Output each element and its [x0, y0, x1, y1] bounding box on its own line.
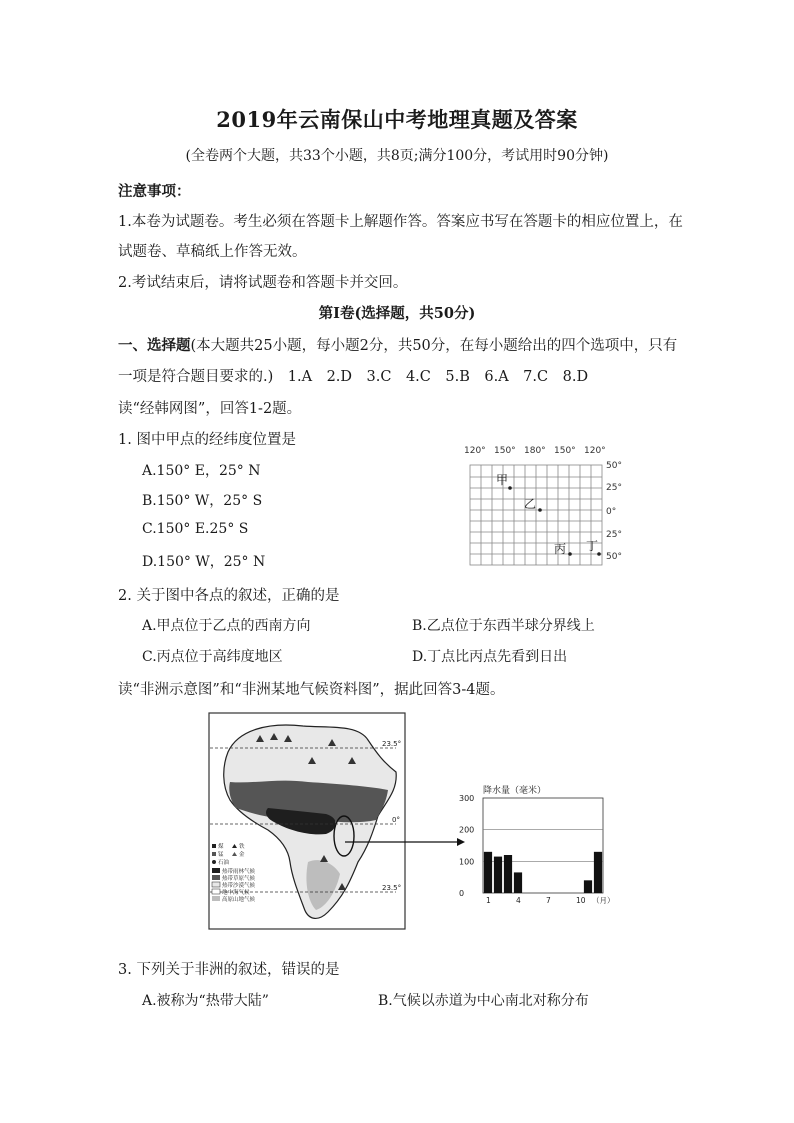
x-tick-label: 4: [516, 896, 521, 905]
lon-label: 150°: [554, 446, 576, 456]
lon-label: 120°: [464, 446, 486, 456]
lat-label: 50°: [606, 461, 622, 471]
lon-label: 150°: [494, 446, 516, 456]
lat-label-north: 23.5°: [382, 740, 402, 748]
q2-option-a: A.甲点位于乙点的西南方向: [142, 618, 311, 634]
page-title: 2019年云南保山中考地理真题及答案: [216, 107, 578, 132]
q1-option-b: B.150° W，25° S: [142, 493, 263, 509]
section-desc-a: (本大题共25小题，每小题2分，共50分，在每小题给出的四个选项中，只有: [190, 338, 678, 354]
y-tick-label: 0: [459, 889, 465, 898]
section-desc-b: 一项是符合题目要求的.) 1.A 2.D 3.C 4.C 5.B 6.A 7.C 8.D: [118, 369, 589, 385]
point-jia: [508, 486, 512, 490]
q3-stem: 3. 下列关于非洲的叙述，错误的是: [118, 962, 340, 978]
notes-item-2: 2.考试结束后，请将试题卷和答题卡并交回。: [118, 275, 408, 291]
precip-bar: [494, 857, 502, 893]
lon-label: 120°: [584, 446, 606, 456]
point-label-ding: 丁: [586, 539, 599, 553]
part1-heading: 第Ⅰ卷(选择题，共50分): [318, 305, 476, 322]
notes-item-1b: 试题卷、草稿纸上作答无效。: [118, 244, 307, 260]
graticule-map: [460, 440, 640, 580]
lat-label-equator: 0°: [392, 816, 400, 824]
legend-mediterranean: 地中海气候: [222, 890, 250, 896]
q2-option-c: C.丙点位于高纬度地区: [142, 649, 283, 665]
legend-iron: 铁: [239, 844, 245, 850]
q2-option-b: B.乙点位于东西半球分界线上: [412, 618, 595, 634]
chart-title: 降水量（毫米）: [483, 786, 547, 796]
legend-desert: 热带沙漠气候: [222, 883, 256, 889]
x-tick-label: 10: [576, 896, 586, 905]
point-bing: [568, 552, 572, 556]
point-label-jia: 甲: [496, 473, 509, 487]
notes-item-1a: 1.本卷为试题卷。考生必须在答题卡上解题作答。答案应书写在答题卡的相应位置上，在: [118, 214, 683, 230]
read-instruction-1: 读“经韩网图”，回答1-2题。: [118, 401, 302, 417]
point-label-bing: 丙: [554, 542, 567, 556]
precip-bar: [594, 852, 602, 893]
x-tick-label: 7: [546, 896, 551, 905]
legend-manganese: 锰: [218, 852, 224, 858]
q1-option-d: D.150° W，25° N: [142, 554, 266, 570]
precip-bar: [504, 855, 512, 893]
legend-gold: 金: [239, 852, 245, 858]
connector-arrow: [345, 836, 465, 848]
point-ding: [597, 552, 601, 556]
q1-stem: 1. 图中甲点的经纬度位置是: [118, 432, 296, 448]
q3-option-a: A.被称为“热带大陆”: [142, 993, 269, 1009]
q2-option-d: D.丁点比丙点先看到日出: [412, 649, 568, 665]
legend-oil: 石油: [218, 860, 230, 866]
legend-rainforest: 热带雨林气候: [222, 869, 256, 875]
x-tick-label: （月）: [592, 896, 615, 905]
lat-label: 25°: [606, 483, 622, 493]
lat-label: 25°: [606, 530, 622, 540]
read-instruction-2: 读“非洲示意图”和“非洲某地气候资料图”，据此回答3-4题。: [118, 682, 505, 698]
legend-coal: 煤: [218, 844, 224, 850]
legend-highland: 高原山地气候: [222, 897, 256, 903]
lat-label: 50°: [606, 552, 622, 562]
q3-option-b: B.气候以赤道为中心南北对称分布: [378, 993, 589, 1009]
y-tick-label: 100: [459, 857, 475, 867]
section-line-a: [118, 334, 677, 355]
point-yi: [538, 508, 542, 512]
precipitation-chart: [455, 782, 615, 910]
lon-label: 180°: [524, 446, 546, 456]
q2-stem: 2. 关于图中各点的叙述，正确的是: [118, 588, 340, 604]
lat-label: 0°: [606, 507, 617, 517]
y-tick-label: 300: [459, 794, 475, 803]
q1-option-a: A.150° E，25° N: [142, 463, 261, 479]
africa-map: [208, 712, 406, 930]
precip-bar: [514, 872, 522, 893]
y-tick-label: 200: [459, 825, 475, 835]
lat-label-south: 23.5°: [382, 884, 402, 892]
precip-bar: [584, 880, 592, 893]
point-label-yi: 乙: [524, 497, 537, 511]
precip-bar: [484, 852, 492, 893]
section-label: 一、选择题: [118, 337, 191, 354]
q1-option-c: C.150° E.25° S: [142, 521, 249, 537]
legend-savanna: 热带草原气候: [222, 876, 256, 882]
x-tick-label: 1: [486, 896, 491, 905]
page-subtitle: (全卷两个大题，共33个小题，共8页;满分100分，考试用时90分钟): [185, 148, 609, 164]
notes-heading: 注意事项：: [118, 183, 191, 200]
